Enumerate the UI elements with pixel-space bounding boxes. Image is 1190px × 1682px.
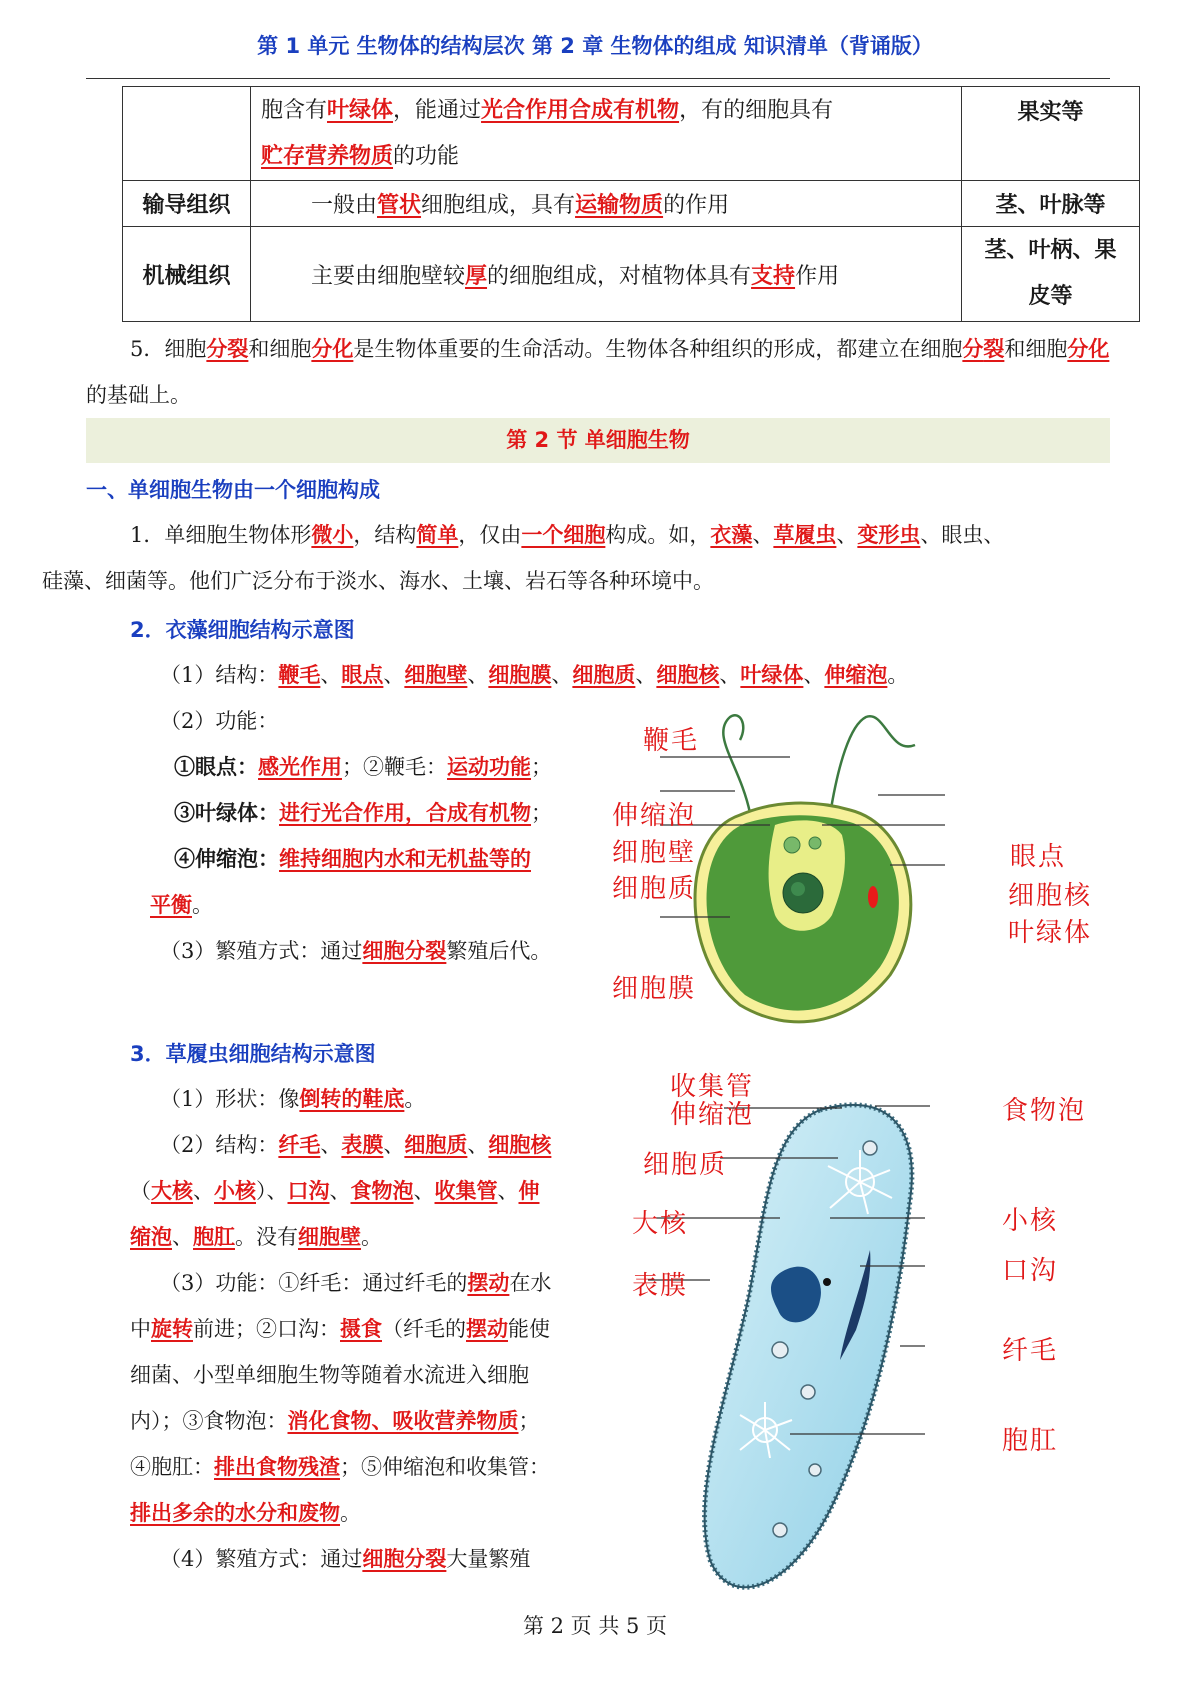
label-chloroplast: 叶绿体: [1008, 918, 1093, 948]
label-contractile-vacuole: 伸缩泡: [612, 801, 697, 831]
chl-function-3-cont: 平衡。: [150, 892, 213, 917]
label-contractile-vacuole-par: 伸缩泡: [670, 1100, 755, 1130]
chl-function-3: ④伸缩泡：维持细胞内水和无机盐等的: [174, 846, 531, 871]
label-cell-wall: 细胞壁: [612, 838, 697, 868]
label-pellicle: 表膜: [632, 1271, 689, 1301]
paramecium-body: [705, 1105, 912, 1587]
tissue-table: [122, 86, 1140, 322]
label-cytoplasm: 细胞质: [612, 874, 697, 904]
nucleolus-shape: [791, 882, 805, 896]
page-header: 第 1 单元 生物体的结构层次 第 2 章 生物体的组成 知识清单（背诵版）: [257, 34, 933, 58]
flagellum-left: [723, 715, 750, 813]
chl-function-title: （2）功能：: [160, 709, 279, 733]
flagellum-right: [830, 716, 915, 815]
label-macronucleus: 大核: [632, 1209, 689, 1239]
header-divider: [86, 78, 1110, 79]
label-oral-groove: 口沟: [1002, 1256, 1059, 1286]
label-flagella: 鞭毛: [643, 726, 700, 756]
page-footer: 第 2 页 共 5 页: [522, 1614, 668, 1638]
vacuole-shape-2: [809, 837, 821, 849]
micronucleus-shape: [823, 1278, 831, 1286]
paragraph-5: 5．细胞分裂和细胞分化是生物体重要的生命活动。生物体各种组织的形成，都建立在细胞分裂和细胞分化的基础上。: [86, 336, 1110, 407]
heading-3: 3．草履虫细胞结构示意图: [130, 1042, 376, 1066]
table-row: 胞含有叶绿体，能通过光合作用合成有机物，有的细胞具有 贮存营养物质的功能 果实等: [123, 87, 1140, 181]
label-cytoplasm-par: 细胞质: [643, 1150, 728, 1180]
label-eyespot: 眼点: [1010, 842, 1067, 872]
table-row: 机械组织 主要由细胞壁较厚的细胞组成，对植物体具有支持作用 茎、叶柄、果 皮等: [123, 227, 1140, 322]
par-reproduction: （4）繁殖方式：通过细胞分裂大量繁殖: [160, 1546, 531, 1571]
chl-function-2: ③叶绿体：进行光合作用，合成有机物；: [174, 800, 552, 825]
table-row: 输导组织 一般由管状细胞组成，具有运输物质的作用 茎、叶脉等: [123, 181, 1140, 227]
vacuole-shape-1: [784, 837, 800, 853]
eyespot-shape: [868, 886, 878, 908]
label-food-vacuole: 食物泡: [1002, 1096, 1087, 1126]
label-nucleus: 细胞核: [1008, 881, 1093, 911]
chl-structure: （1）结构：鞭毛、眼点、细胞壁、细胞膜、细胞质、细胞核、叶绿体、伸缩泡。: [160, 662, 909, 687]
label-micronucleus: 小核: [1002, 1206, 1059, 1236]
par-structure: （2）结构：纤毛、表膜、细胞质、细胞核 （大核、小核）、口沟、食物泡、收集管、伸 缩泡、胞肛。没有细胞壁。: [130, 1132, 552, 1249]
par-function: （3）功能：①纤毛：通过纤毛的摆动在水 中旋转前进；②口沟：摄食（纤毛的摆动能使 细菌、小型单细胞生物等随着水流进入细胞 内）；③食物泡：消化食物、吸收营养物质； ④胞肛：排出食物残渣；⑤伸缩泡和收集管： 排出多余的水分和废物。: [130, 1270, 552, 1525]
label-cilia: 纤毛: [1002, 1336, 1059, 1366]
label-collecting-tube: 收集管: [670, 1072, 755, 1102]
heading-1: 一、单细胞生物由一个细胞构成: [86, 478, 380, 502]
section-title: 第 2 节 单细胞生物: [86, 418, 1110, 463]
heading-2: 2．衣藻细胞结构示意图: [130, 618, 355, 642]
label-anal-pore: 胞肛: [1002, 1426, 1059, 1456]
paragraph-1: 1．单细胞生物体形微小，结构简单，仅由一个细胞构成。如，衣藻、草履虫、变形虫、眼虫、 硅藻、细菌等。他们广泛分布于淡水、海水、土壤、岩石等各种环境中。: [42, 522, 1005, 593]
par-shape: （1）形状：像倒转的鞋底。: [160, 1086, 426, 1111]
chl-reproduction: （3）繁殖方式：通过细胞分裂繁殖后代。: [160, 938, 552, 963]
chl-function-1: ①眼点：感光作用；②鞭毛：运动功能；: [174, 754, 552, 779]
label-cell-membrane: 细胞膜: [612, 974, 697, 1004]
